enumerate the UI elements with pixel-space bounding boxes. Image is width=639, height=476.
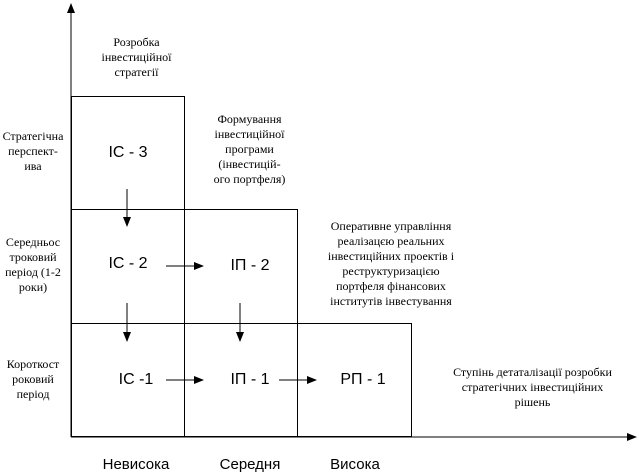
box-label-rp1: РП - 1 — [340, 371, 386, 388]
box-label-ic2: ІС - 2 — [108, 255, 148, 272]
detail-axis-label: Ступінь детаталізації розробки стратегічних інвестиційних рішень — [453, 365, 612, 409]
box-label-ic1: ІС -1 — [118, 371, 154, 388]
box-label-ip2: ІП - 2 — [230, 257, 270, 274]
bottom-label-high: Висока — [330, 456, 380, 473]
row-label-strategic: Стратегічна перспект- ива — [2, 129, 64, 173]
box-label-ip1: ІП - 1 — [230, 371, 270, 388]
bottom-label-medium: Середня — [219, 456, 281, 473]
row-label-medium: Середньос троковий період (1-2 роки) — [5, 235, 61, 294]
strategy-development-label: Розробка інвестиційної стратегії — [101, 35, 172, 79]
bottom-label-low: Невисока — [102, 456, 170, 473]
program-formation-label: Формування інвестиційної програми (інвестицій- ого портфеля) — [213, 112, 286, 186]
operative-management-label: Оперативне управління реалізацєю реальних інвестиційних проектів і реструктуризацією портфеля фінансових інститутів інвестування — [327, 219, 455, 308]
row-label-short: Короткост роковий період — [6, 357, 60, 401]
box-label-ic3: ІС - 3 — [108, 144, 148, 161]
